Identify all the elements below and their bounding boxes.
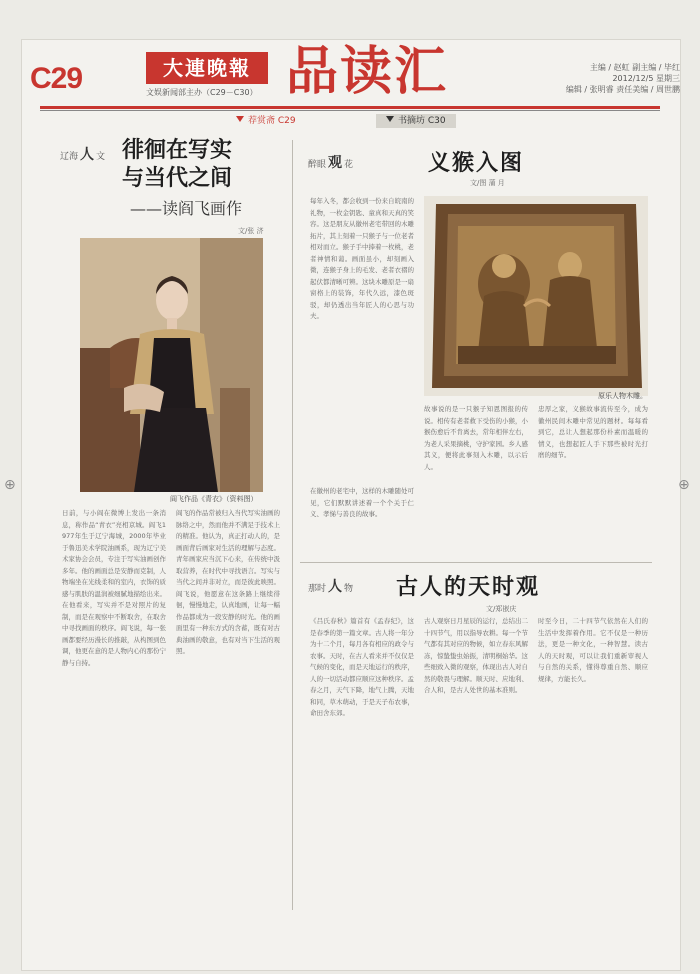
article-body-column: 《吕氏春秋》篇首有《孟春纪》，这是春季的第一篇文章。古人将一年分为十二个月，每月各有相应的政令与农事。天时，在古人看来并不仅仅是气候的变化，而是天地运行的秩序，人的一切活动都应顺应这种秩序。孟春之月，天气下降，地气上腾，天地和同，草木萌动，于是天子布农事，命田舍东郊。 — [310, 617, 414, 717]
editor-line: 编辑 / 张明睿 责任美编 / 周世鹏 — [565, 85, 680, 94]
article-body-column: 古人观察日月星辰的运行，总结出二十四节气，用以指导农耕。每一个节气都有其对应的物候，如立春东风解冻，惊蛰蛰虫始振，清明桐始华。这些细致入微的观察，体现出古人对自然的敬畏与理解。顺天时、应地利、合人和，是古人处世的基本准则。 — [424, 617, 528, 694]
article-body-column: 每年入冬，都会收到一份来自皖南的礼物，一枚金钥匙、童真和天真的笑容。这是朋友从徽州老宅带回的木雕拓片，其上刻着一只猴子与一位老者相对而立。猴子手中捧着一枚桃，老者神情和蔼。画面虽小，却刻画入微，连猴子身上的毛发、老者衣褶的起伏都清晰可辨。这块木雕原是一扇窗格上的装饰，年代久远，漆色斑驳，却仍透出当年匠人的心思与功夫。 — [310, 197, 414, 320]
nav-item-c30[interactable] — [376, 114, 456, 128]
section-title: 品读汇 — [286, 42, 449, 102]
article-body-column: 忠厚之家，义猴故事流传至今，成为徽州民间木雕中常见的题材。每每看到它，总让人想起那份朴素而温暖的情义，也想起匠人手下那些被时光打磨的细节。 — [538, 405, 648, 459]
column-label — [308, 152, 353, 172]
article-title: 古人的天时观 — [396, 574, 541, 600]
image-caption: 原乐人物木雕。 — [598, 392, 647, 400]
editor-line: 主编 / 赵虹 副主编 / 毕红 — [589, 63, 680, 72]
column-label-post: 文 — [96, 152, 106, 162]
triangle-down-icon — [236, 116, 244, 122]
masthead-rule-thin — [40, 110, 660, 111]
wood-carving-image — [424, 196, 648, 396]
column-label-post: 物 — [344, 584, 354, 594]
editor-info — [566, 62, 680, 95]
crop-mark-right: ⊕ — [678, 477, 690, 493]
nav-label: 荐赏斋 C29 — [248, 116, 296, 126]
column-label-big: 人 — [80, 147, 95, 163]
painting-image — [80, 238, 263, 492]
title-line: 与当代之间 — [122, 165, 233, 191]
article-body-column: 日前，与小阎在微博上发出一条消息，称作品“青衣”亮相京城。阎飞1977年生于辽宁海城，2000年毕业于鲁迅美术学院油画系，现为辽宁美术家协会会员，专注于写实油画创作多年。他的画面总是安静而克制，人物端坐在光线柔和的室内，衣饰的质感与肌肤的温润被细腻地描绘出来。在他看来，写实并不是对照片的复制，而是在观察中不断取舍，在取舍中寻找画面的秩序。阎飞说，每一张画都要经历漫长的推敲，从构图到色调，他更在意的是人物内心的那份宁静与自持。 — [62, 509, 166, 667]
date-line: 2012/12/5 星期三 — [612, 74, 680, 83]
article-byline: 文/郑嵌庆 — [486, 605, 517, 613]
article-body-column: 时至今日，二十四节气依然在人们的生活中发挥着作用。它不仅是一种历法，更是一种文化，一种智慧。读古人的天时观，可以让我们重新审视人与自然的关系，懂得尊重自然、顺应规律，方能长久。 — [538, 617, 648, 683]
column-label-pre: 辽海 — [60, 152, 79, 162]
article-title — [122, 136, 232, 192]
newspaper-logo: 大連晚報 — [146, 52, 268, 84]
image-caption: 阎飞作品《青衣》（资料图） — [170, 495, 258, 503]
title-line: 徘徊在写实 — [122, 137, 233, 163]
masthead-rule — [40, 106, 660, 109]
article-byline: 文/张 济 — [238, 227, 264, 235]
article-subtitle: ——读阎飞画作 — [130, 199, 243, 218]
article-body-column: 阎飞的作品常被归入当代写实油画的脉络之中，然而他并不满足于技术上的精准。他认为，真正打动人的，是画面背后画家对生活的理解与态度。青年画家应当沉下心来，在传统中汲取营养，在时代中寻找语言。写实与当代之间并非对立，而是彼此映照。阎飞说，他愿意在这条路上继续徘徊，慢慢地走，认真地画，让每一幅作品都成为一段安静的时光。他的画面里有一种东方式的含蓄，既有对古典油画的敬意，也有对当下生活的观照。 — [176, 509, 280, 655]
column-label-big: 人 — [328, 579, 343, 595]
column-label — [308, 576, 353, 596]
article-title: 义猴入图 — [428, 150, 525, 176]
article-body-column: 故事说的是一只猴子知恩图报的传说。相传有老者救下受伤的小猴，小猴伤愈后不肯离去，常年相伴左右，为老人采果摘桃，守护家园。乡人感其义，便将此事刻入木雕，以示后人。 — [424, 405, 528, 471]
column-divider — [292, 140, 293, 910]
nav-item-c29[interactable] — [236, 114, 296, 128]
publisher-line: 文娱新闻部主办（C29－C30） — [146, 88, 258, 97]
column-label-big: 观 — [328, 155, 343, 171]
column-label-pre: 那时 — [308, 584, 327, 594]
column-label-post: 花 — [344, 160, 354, 170]
column-label-pre: 醉眼 — [308, 160, 327, 170]
column-label — [60, 144, 105, 164]
triangle-down-icon — [386, 116, 394, 122]
crop-mark-left: ⊕ — [4, 477, 16, 493]
page-number: C29 — [30, 62, 83, 95]
section-nav — [40, 114, 660, 128]
section-divider — [300, 562, 652, 563]
article-byline: 文/图 蒲 月 — [470, 179, 505, 187]
article-body-column: 在徽州的老宅中，这样的木雕随处可见，它们默默讲述着一个个关于仁义、孝悌与善良的故事。 — [310, 487, 414, 518]
nav-label: 书摘坊 C30 — [398, 116, 446, 126]
